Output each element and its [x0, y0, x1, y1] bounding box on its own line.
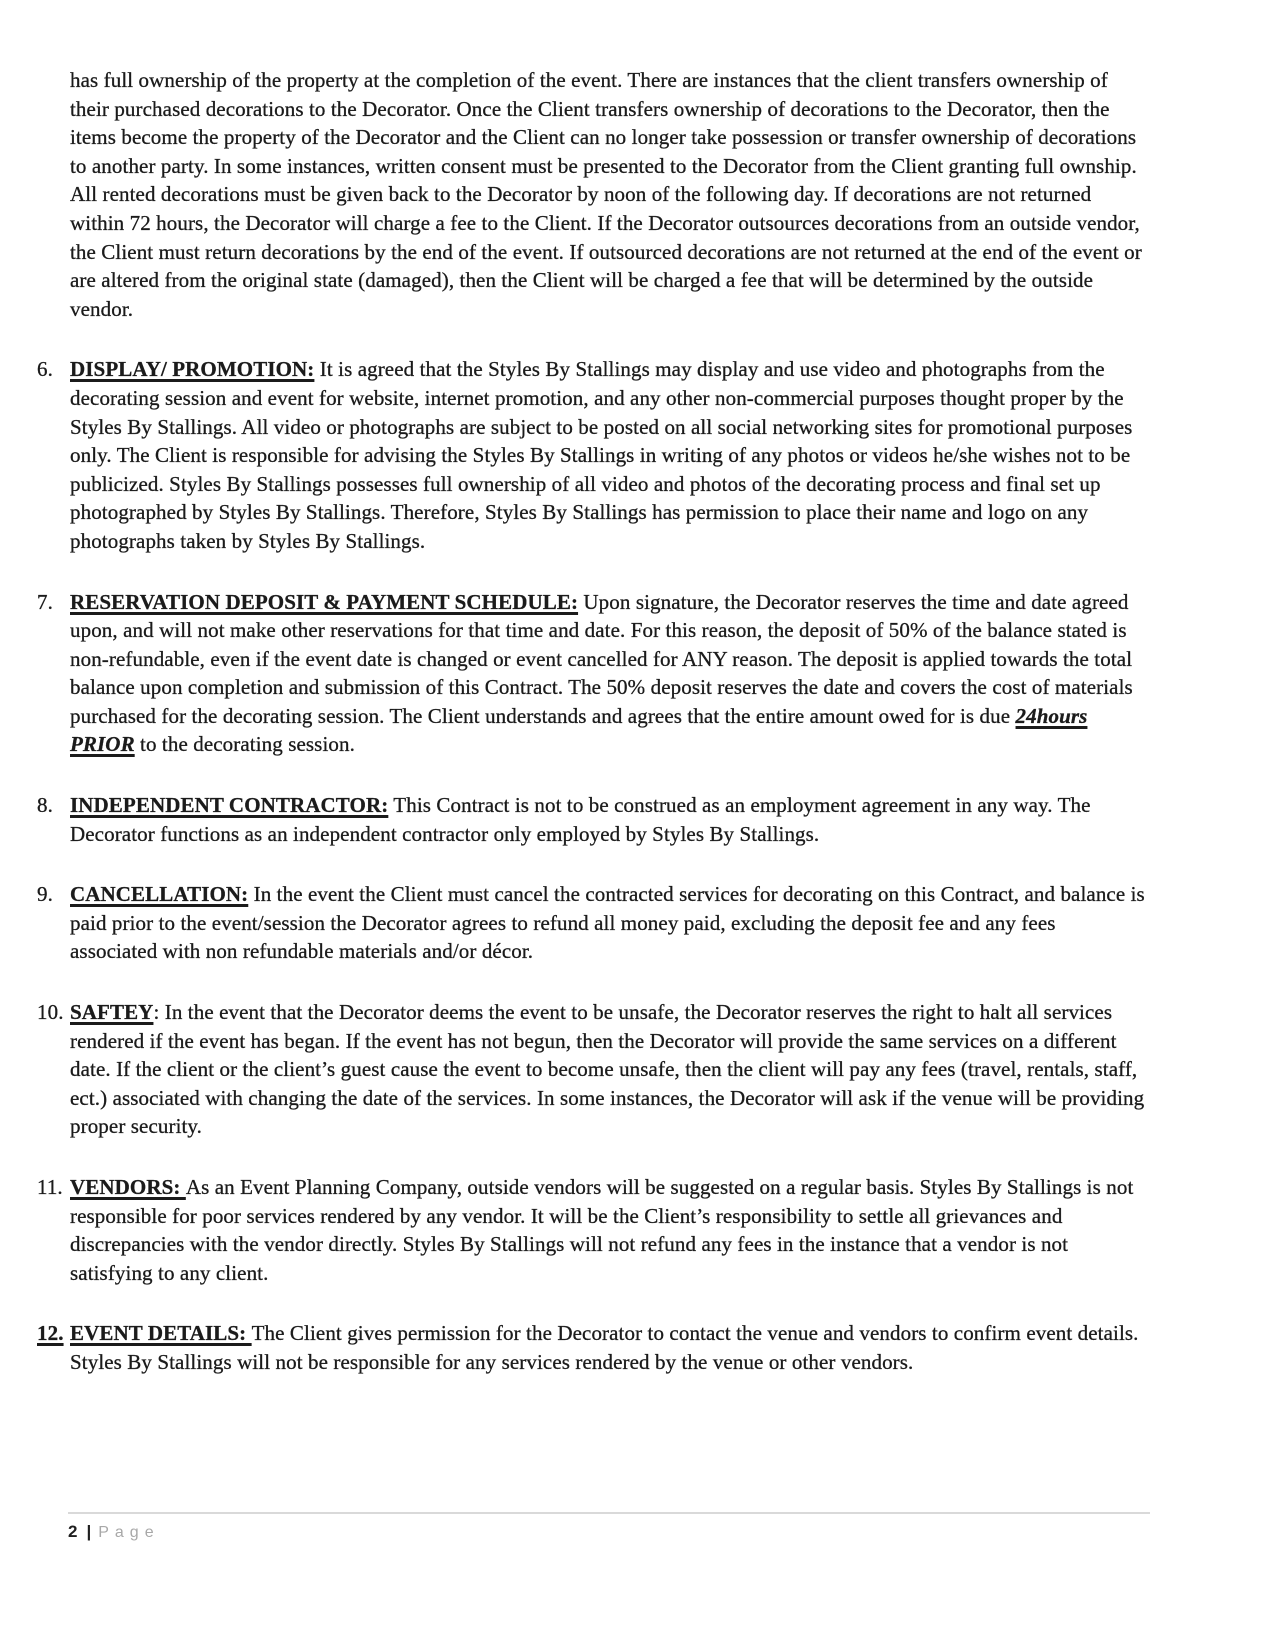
footer-text: [68, 1522, 1150, 1542]
item-heading: DISPLAY/ PROMOTION:: [70, 357, 315, 382]
item-text: [70, 355, 1147, 555]
page-footer: [68, 1512, 1150, 1542]
item-number: 12.: [37, 1321, 64, 1346]
item-body: In the event the Client must cancel the contracted services for decorating on this Contract, and balance is paid prior to the event/session the Decorator agrees to refund all money paid, excluding the deposit fee and any fees associated with non refundable materials and/or décor.: [70, 882, 1145, 964]
item-body: As an Event Planning Company, outside vendors will be suggested on a regular basis. Styles By Stallings is not responsible for poor services rendered by any vendor. It will be the Client’s responsibility to settle all grievances and discrepancies with the vendor directly. Styles By Stallings will not refund any fees in the instance that a vendor is not satisfying to any client.: [70, 1175, 1134, 1285]
intro-paragraph: has full ownership of the property at the completion of the event. There are instances that the client transfers ownership of their purchased decorations to the Decorator. Once the Client transfers ownership of decorations to the Decorator, then the items become the property of the Decorator and the Client can no longer take possession or transfer ownership of decorations to another party. In some instances, written consent must be presented to the Decorator from the Client granting full ownship. All rented decorations must be given back to the Decorator by noon of the following day. If decorations are not returned within 72 hours, the Decorator will charge a fee to the Client. If the Decorator outsources decorations from an outside vendor, the Client must return decorations by the end of the event. If outsourced decorations are not returned at the end of the event or are altered from the original state (damaged), then the Client will be charged a fee that will be determined by the outside vendor.: [70, 68, 1142, 321]
item-text: [70, 588, 1147, 760]
item-body: This Contract is not to be construed as an employment agreement in any way. The Decorator functions as an independent contractor only employed by Styles By Stallings.: [70, 793, 1091, 846]
item-body: : In the event that the Decorator deems the event to be unsafe, the Decorator reserves the right to halt all services rendered if the event has began. If the event has not begun, then the Decorator will provide the same services on a different date. If the client or the client’s guest cause the event to become unsafe, then the client will pay any fees (travel, rentals, staff, ect.) associated with changing the date of the services. In some instances, the Decorator will ask if the venue will be providing proper security.: [70, 1000, 1145, 1139]
item-number: 10.: [37, 1000, 64, 1025]
item-number: 7.: [37, 589, 53, 614]
item-heading: SAFTEY: [70, 1000, 154, 1025]
contract-body: [37, 66, 1147, 1377]
footer-page-label: Page: [98, 1524, 160, 1541]
contract-item-6: [37, 355, 1147, 555]
item-text: [70, 791, 1147, 848]
item-text: [70, 1319, 1147, 1376]
item-body-emphasis: 24hours PRIOR: [70, 703, 1088, 757]
page-number: 2: [68, 1522, 78, 1541]
item-body: Upon signature, the Decorator reserves the time and date agreed upon, and will not make other reservations for that time and date. For this reason, the deposit of 50% of the balance stated is non-refundable, even if the event date is changed or event cancelled for ANY reason. The deposit is applied towards the total balance upon completion and submission of this Contract. The 50% deposit reserves the date and covers the cost of materials purchased for the decorating session. The Client understands and agrees that the entire amount owed for is due: [70, 589, 1133, 728]
item-heading: EVENT DETAILS:: [70, 1321, 252, 1346]
item-body: It is agreed that the Styles By Stallings may display and use video and photographs from the decorating session and event for website, internet promotion, and any other non-commercial purposes thought proper by the Styles By Stallings. All video or photographs are subject to be posted on all social networking sites for promotional purposes only. The Client is responsible for advising the Styles By Stallings in writing of any photos or videos he/she wishes not to be publicized. Styles By Stallings possesses full ownership of all video and photos of the decorating process and final set up photographed by Styles By Stallings. Therefore, Styles By Stallings has permission to place their name and logo on any photographs taken by Styles By Stallings.: [70, 357, 1133, 553]
item-text: [70, 1173, 1147, 1287]
contract-item-7: [37, 588, 1147, 760]
item-text: [70, 880, 1147, 966]
item-heading: CANCELLATION:: [70, 882, 249, 907]
contract-item-11: [37, 1173, 1147, 1287]
item-heading: VENDORS:: [70, 1175, 186, 1199]
contract-item-8: [37, 791, 1147, 848]
item-text: [70, 998, 1147, 1141]
item-number: 6.: [37, 357, 53, 382]
footer-divider: [68, 1512, 1150, 1514]
contract-item-10: [37, 998, 1147, 1141]
item-number: 9.: [37, 882, 53, 907]
item-body: The Client gives permission for the Decorator to contact the venue and vendors to confirm event details. Styles By Stallings will not be responsible for any services rendered by the venue or other vendors.: [70, 1321, 1139, 1374]
item-heading: RESERVATION DEPOSIT & PAYMENT SCHEDULE:: [70, 589, 579, 614]
footer-separator: |: [86, 1522, 92, 1541]
item-number: 8.: [37, 793, 53, 818]
contract-item-12: [37, 1319, 1147, 1376]
contract-item-9: [37, 880, 1147, 966]
item-body: to the decorating session.: [134, 732, 355, 757]
item-heading: INDEPENDENT CONTRACTOR:: [70, 793, 389, 818]
item-number: 11.: [37, 1175, 63, 1199]
